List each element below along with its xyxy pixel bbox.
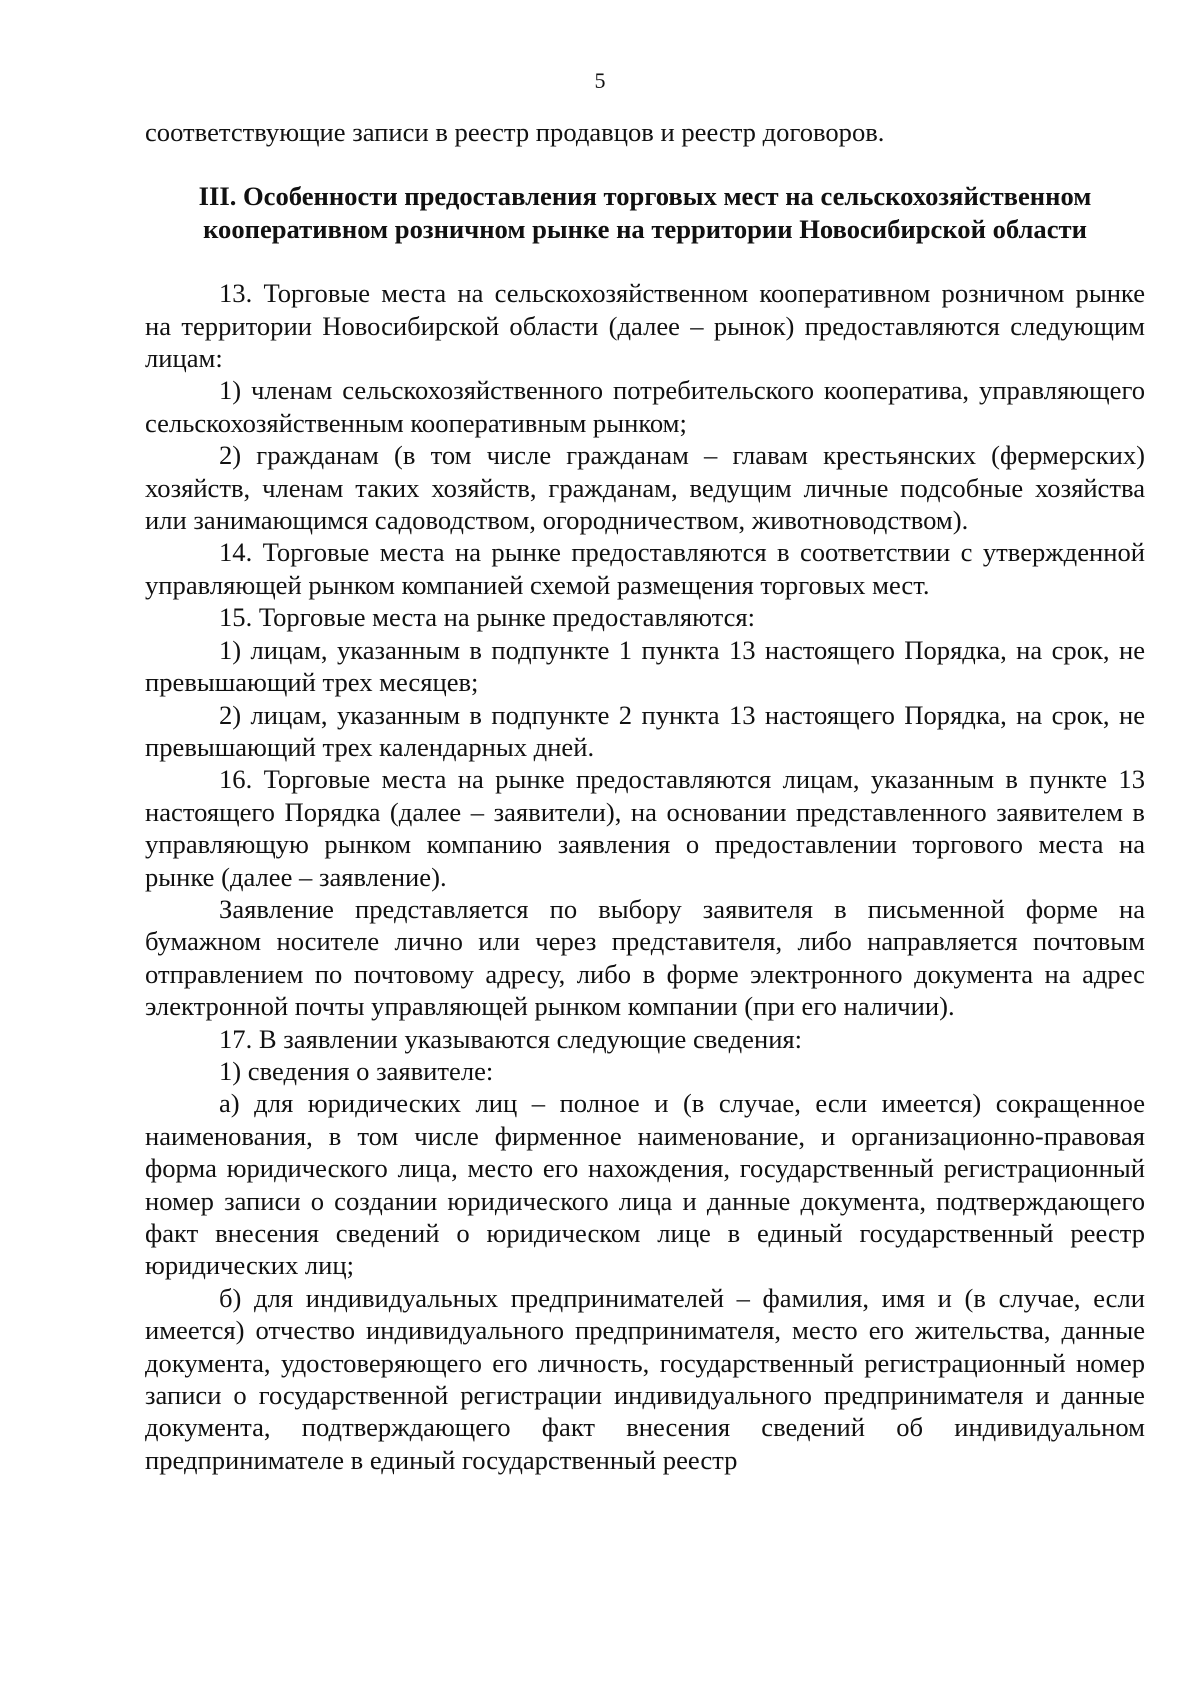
paragraph-13-item-1: 1) членам сельскохозяйственного потребительского кооператива, управляющего сельскохозяйственным кооперативным рынком; — [145, 375, 1145, 438]
paragraph-14: 14. Торговые места на рынке предоставляются в соответствии с утвержденной управляющей рынком компанией схемой размещения торговых мест. — [145, 537, 1145, 600]
paragraph-15: 15. Торговые места на рынке предоставляются: — [219, 602, 756, 633]
paragraph-15-item-2: 2) лицам, указанным в подпункте 2 пункта 13 настоящего Порядка, на срок, не превышающий трех календарных дней. — [145, 699, 1145, 762]
intro-line: соответствующие записи в реестр продавцов и реестр договоров. — [145, 117, 885, 147]
paragraph-17-item-1-a: а) для юридических лиц – полное и (в случае, если имеется) сокращенное наименования, в том числе фирменное наименование, и организационно-правовая форма юридического лица, место его нахождения, государственный регистрационный номер записи о создании юридического лица и данные документа, подтверждающего факт внесения сведений о юридическом лице в единый государственный реестр юридических лиц; — [145, 1088, 1145, 1281]
paragraph-16-application: Заявление представляется по выбору заявителя в письменной форме на бумажном носителе лично или через представителя, либо направляется почтовым отправлением по почтовому адресу, либо в форме электронного документа на адрес электронной почты управляющей рынком компании (при его наличии). — [145, 893, 1145, 1022]
section-heading — [145, 180, 1145, 245]
paragraph-17-item-1-b: б) для индивидуальных предпринимателей – фамилия, имя и (в случае, если имеется) отчество индивидуального предпринимателя, место его жительства, данные документа, удостоверяющего его личность, государственный регистрационный номер записи о государственной регистрации индивидуального предпринимателя и данные документа, подтверждающего факт внесения сведений об индивидуальном предпринимателе в единый государственный реестр — [145, 1282, 1145, 1475]
paragraph-13: 13. Торговые места на сельскохозяйственном кооперативном розничном рынке на территории Новосибирской области (далее – рынок) предоставляются следующим лицам: — [145, 278, 1145, 374]
paragraph-13-item-2: 2) гражданам (в том числе гражданам – главам крестьянских (фермерских) хозяйств, членам таких хозяйств, гражданам, ведущим личные подсобные хозяйства или занимающимся садоводством, огородничеством, животноводством). — [145, 440, 1145, 536]
paragraph-15-item-1: 1) лицам, указанным в подпункте 1 пункта 13 настоящего Порядка, на срок, не превышающий трех месяцев; — [145, 634, 1145, 698]
paragraph-16: 16. Торговые места на рынке предоставляются лицам, указанным в пункте 13 настоящего Порядка (далее – заявители), на основании представленного заявителем в управляющую рынком компанию заявления о предоставлении торгового места на рынке (далее – заявление). — [145, 764, 1145, 892]
section-heading-line-1: III. Особенности предоставления торговых мест на сельскохозяйственном — [198, 181, 1092, 212]
page-number: 5 — [594, 68, 606, 93]
paragraph-17: 17. В заявлении указываются следующие сведения: — [219, 1023, 803, 1054]
paragraph-17-item-1: 1) сведения о заявителе: — [219, 1055, 494, 1086]
document-body — [145, 116, 1145, 1476]
section-heading-line-2: кооперативном розничном рынке на территории Новосибирской области — [203, 213, 1087, 244]
